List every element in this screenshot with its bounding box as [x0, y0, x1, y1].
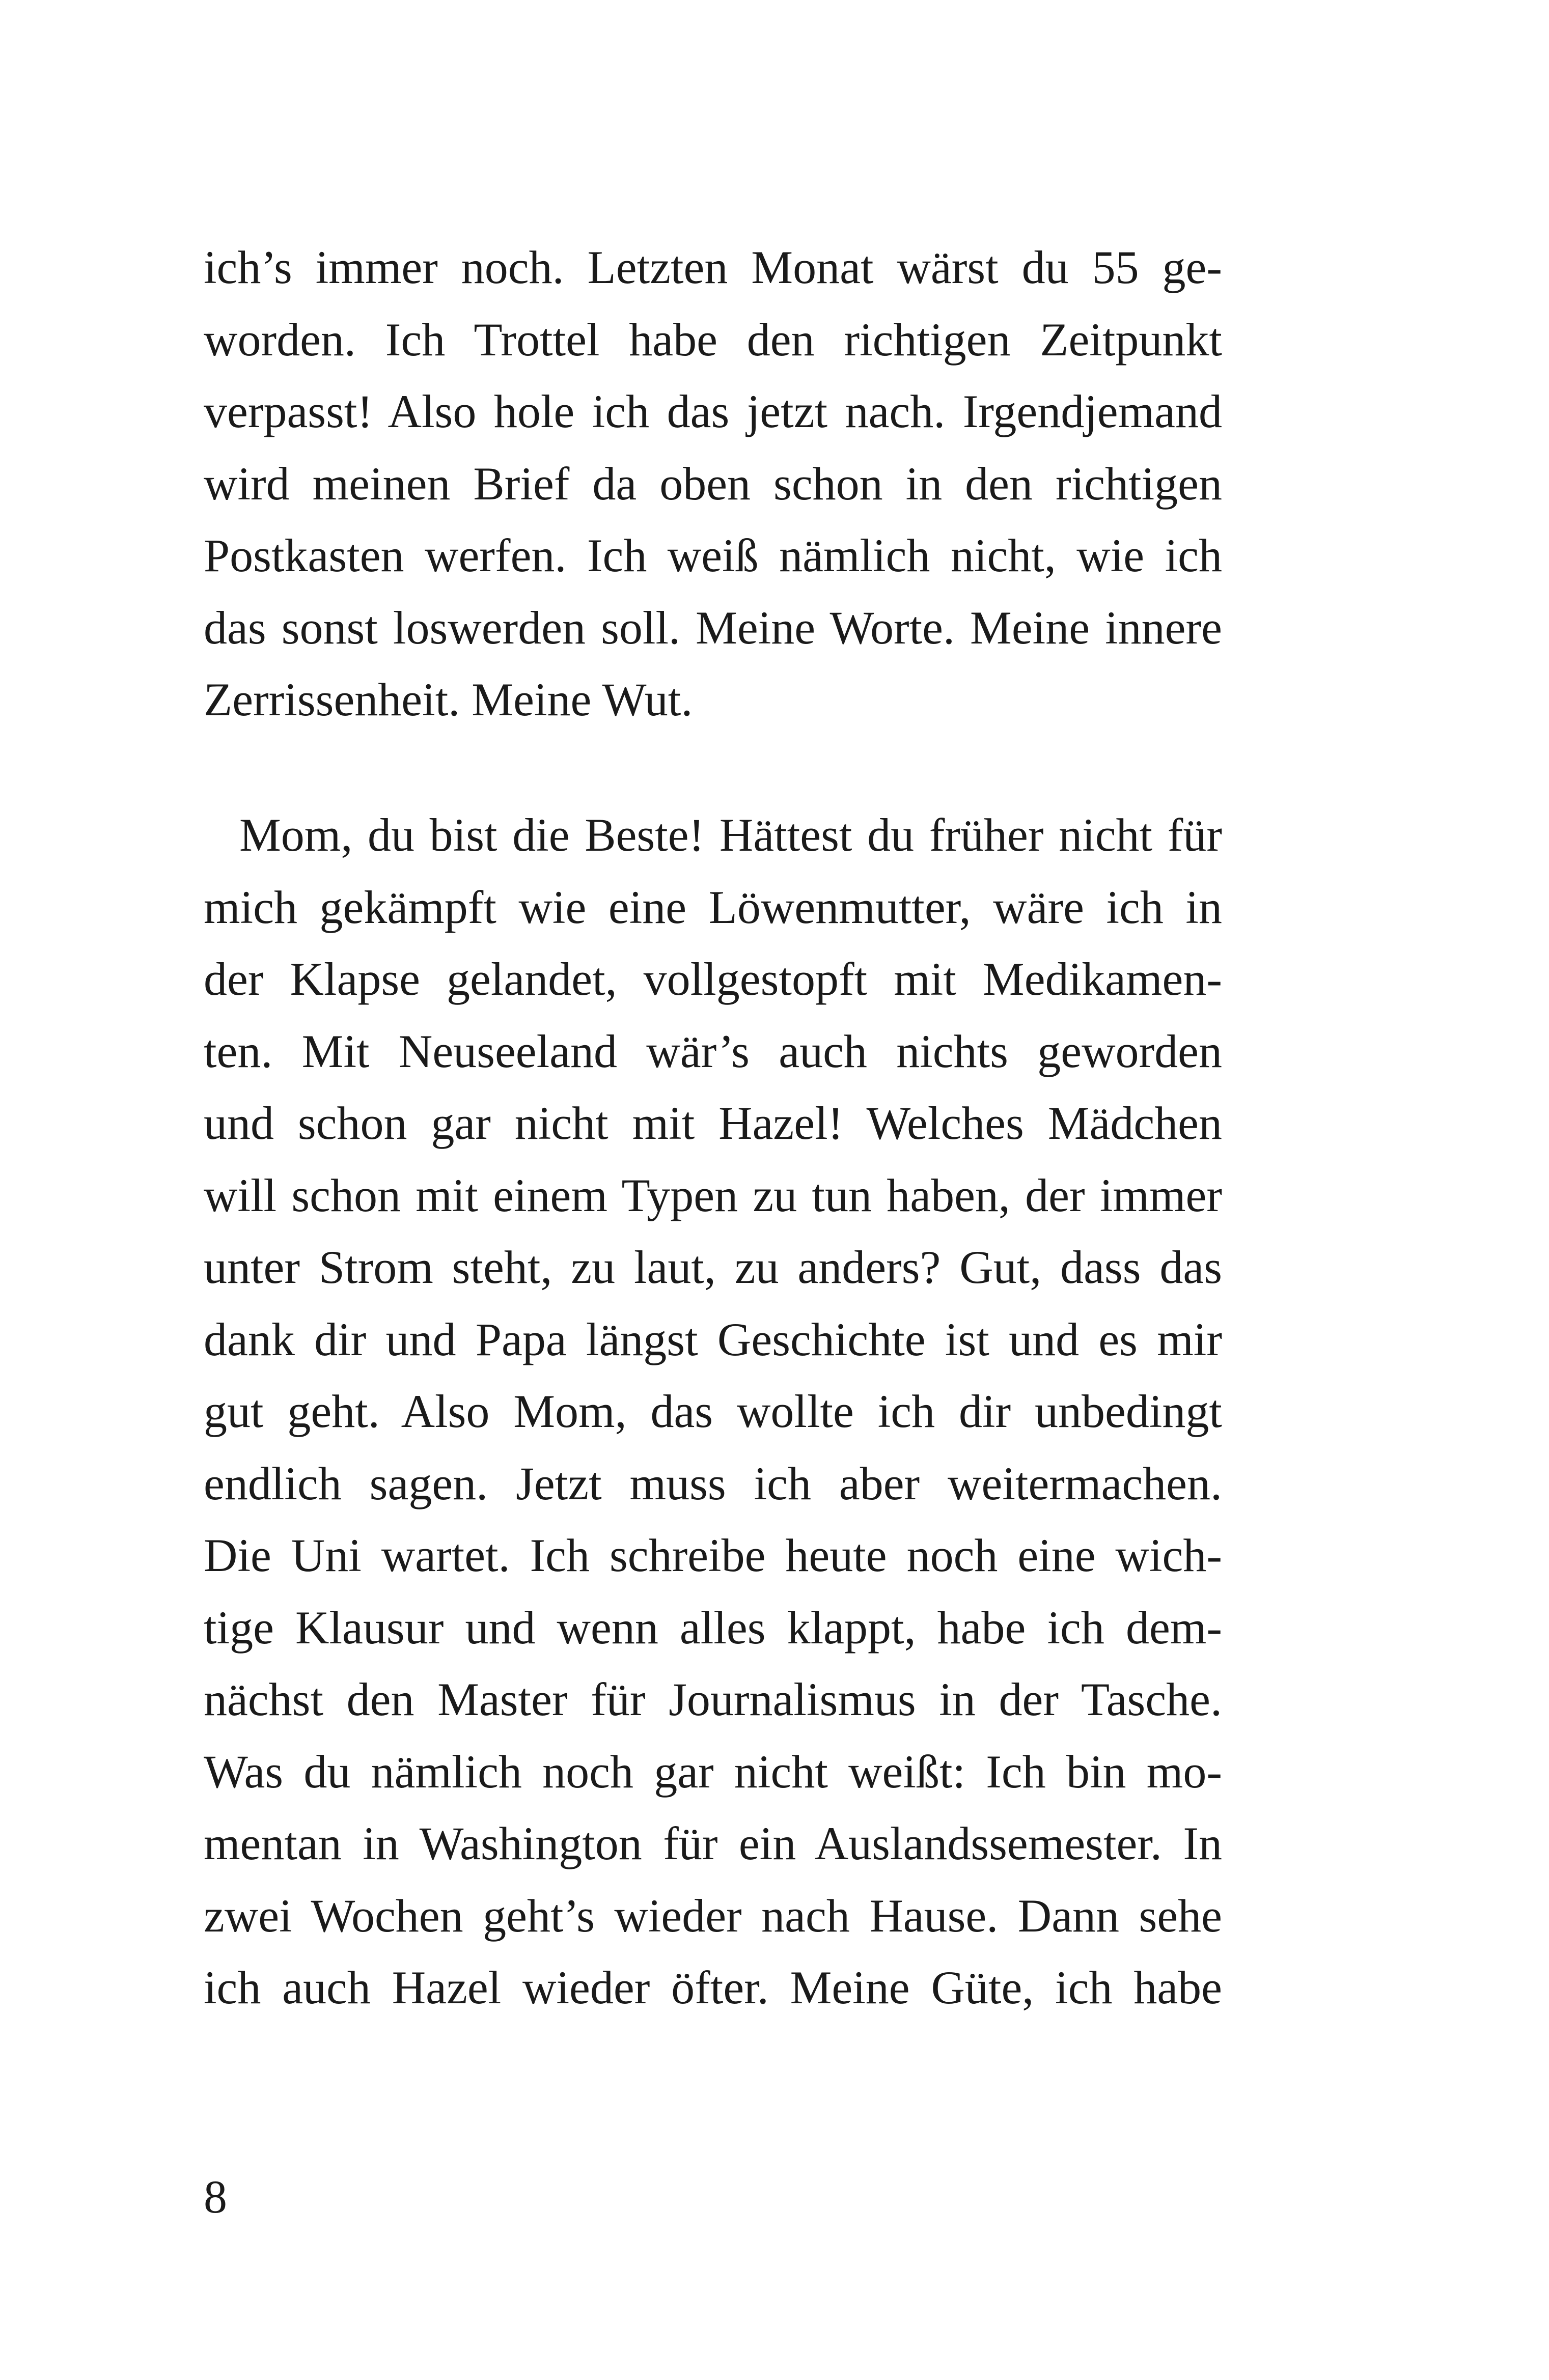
text-line: mich gekämpft wie eine Löwenmutter, wäre ich in — [204, 881, 1222, 933]
text-line: verpasst! Also hole ich das jetzt nach. Irgendjemand — [204, 385, 1222, 437]
text-line: unter Strom steht, zu laut, zu anders? Gut, dass das — [204, 1241, 1222, 1293]
text-line: der Klapse gelandet, vollgestopft mit Medikamen- — [204, 953, 1222, 1005]
text-line: ten. Mit Neuseeland wär’s auch nichts geworden — [204, 1025, 1222, 1077]
text-line: gut geht. Also Mom, das wollte ich dir unbedingt — [204, 1385, 1222, 1437]
text-line: ich auch Hazel wieder öfter. Meine Güte, ich habe — [204, 1962, 1222, 2013]
text-line: Postkasten werfen. Ich weiß nämlich nicht, wie ich — [204, 529, 1222, 581]
text-line: wird meinen Brief da oben schon in den richtigen — [204, 457, 1222, 510]
text-line: tige Klausur und wenn alles klappt, habe ich dem- — [204, 1601, 1222, 1654]
page-number: 8 — [204, 2171, 227, 2223]
text-line: Was du nämlich noch gar nicht weißt: Ich bin mo- — [204, 1745, 1222, 1798]
text-line: ich’s immer noch. Letzten Monat wärst du 55 ge- — [204, 241, 1222, 293]
text-line: und schon gar nicht mit Hazel! Welches Mädchen — [204, 1097, 1222, 1149]
text-line: zwei Wochen geht’s wieder nach Hause. Dann sehe — [204, 1889, 1222, 1942]
text-line: endlich sagen. Jetzt muss ich aber weitermachen. — [204, 1457, 1222, 1509]
text-line: Die Uni wartet. Ich schreibe heute noch eine wich- — [204, 1529, 1222, 1581]
text-line: Zerrissenheit. Meine Wut. — [204, 674, 693, 725]
paragraph-1 — [204, 232, 1222, 736]
text-line: worden. Ich Trottel habe den richtigen Zeitpunkt — [204, 313, 1222, 366]
paragraph-2 — [204, 799, 1222, 2024]
text-line: nächst den Master für Journalismus in der Tasche. — [204, 1673, 1222, 1725]
text-line: will schon mit einem Typen zu tun haben, der immer — [204, 1169, 1222, 1221]
text-line: das sonst loswerden soll. Meine Worte. Meine innere — [204, 601, 1222, 654]
text-line: Mom, du bist die Beste! Hättest du früher nicht für — [239, 809, 1222, 861]
text-line: mentan in Washington für ein Auslandssemester. In — [204, 1817, 1222, 1869]
text-line: dank dir und Papa längst Geschichte ist und es mir — [204, 1313, 1222, 1365]
